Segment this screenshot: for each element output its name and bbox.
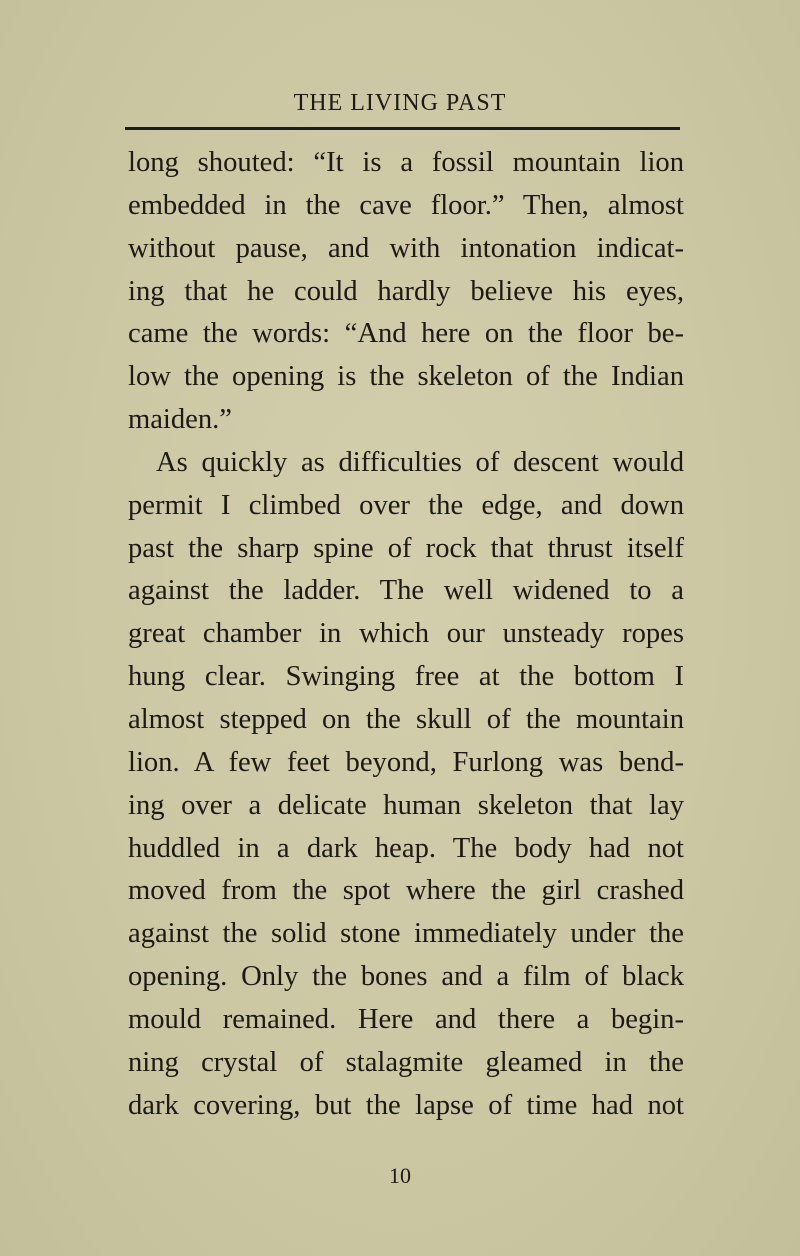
text-line: ing over a delicate human skeleton that lay: [128, 789, 684, 821]
text-line: against the ladder. The well widened to a: [128, 575, 684, 607]
text-line: huddled in a dark heap. The body had not: [128, 832, 684, 864]
text-line: hung clear. Swinging free at the bottom I: [128, 661, 684, 693]
text-line: almost stepped on the skull of the mountain: [128, 703, 684, 735]
text-line: permit I climbed over the edge, and down: [128, 489, 684, 521]
body-text: [128, 142, 684, 1127]
text-line: ning crystal of stalagmite gleamed in the: [128, 1046, 684, 1078]
text-line: long shouted: “It is a fossil mountain lion: [128, 147, 684, 178]
text-line: As quickly as difficulties of descent would: [156, 446, 684, 478]
text-line: maiden.”: [128, 404, 233, 436]
text-line: embedded in the cave floor.” Then, almost: [128, 189, 684, 221]
text-line: great chamber in which our unsteady ropes: [128, 618, 684, 650]
running-head: THE LIVING PAST: [293, 90, 507, 116]
page-number: 10: [389, 1163, 411, 1188]
text-line: low the opening is the skeleton of the Indian: [128, 361, 684, 393]
text-line: without pause, and with intonation indicat-: [128, 232, 684, 264]
text-line: past the sharp spine of rock that thrust itself: [128, 532, 684, 564]
text-line: mould remained. Here and there a begin-: [128, 1003, 684, 1035]
text-line: against the solid stone immediately under the: [128, 918, 684, 950]
text-line: dark covering, but the lapse of time had not: [128, 1089, 684, 1121]
text-line: came the words: “And here on the floor be-: [128, 318, 684, 350]
text-line: moved from the spot where the girl crashed: [128, 875, 684, 907]
header-rule: [125, 127, 680, 130]
text-line: lion. A few feet beyond, Furlong was bend-: [128, 746, 684, 778]
text-line: ing that he could hardly believe his eyes,: [128, 275, 684, 307]
text-line: opening. Only the bones and a film of black: [128, 961, 684, 993]
